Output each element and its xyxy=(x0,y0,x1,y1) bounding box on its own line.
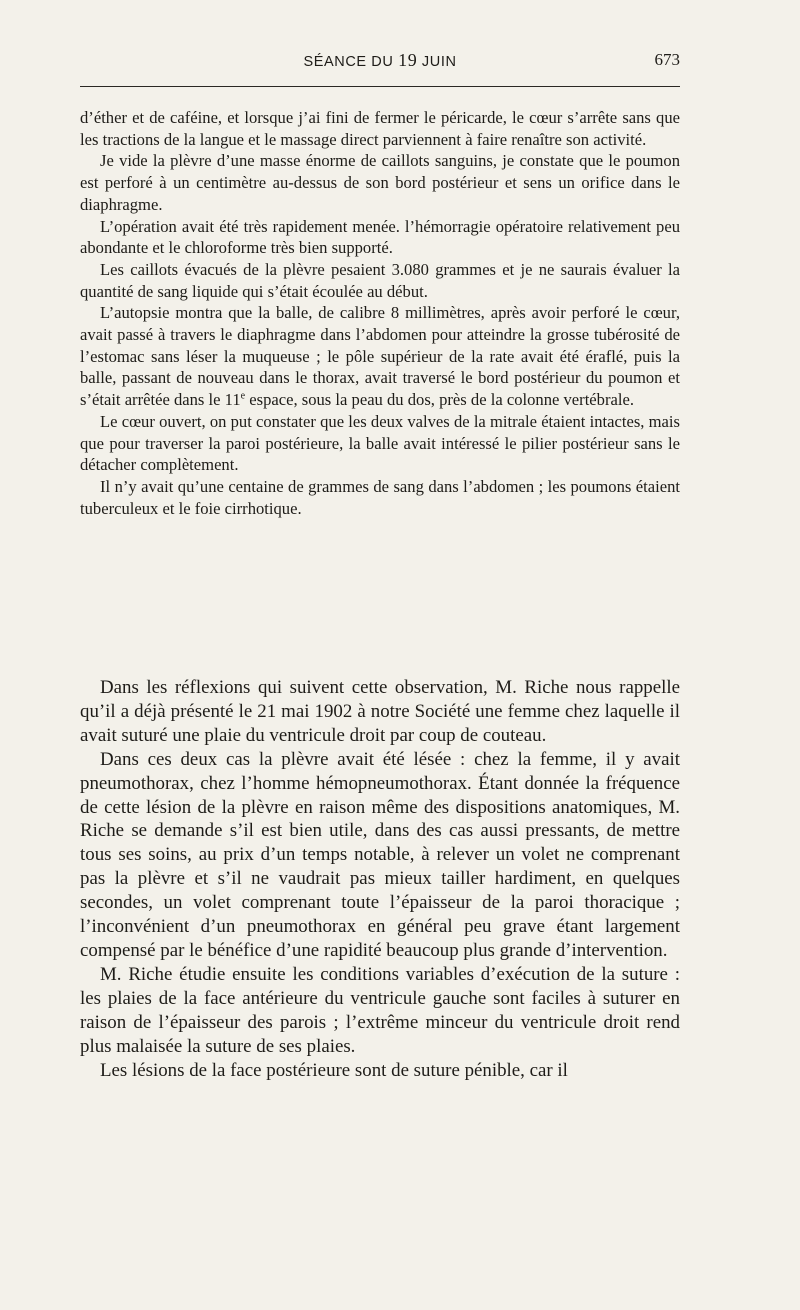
header-divider xyxy=(80,86,680,87)
observation-paragraph-1: d’éther et de caféine, et lorsque j’ai fini de fermer le péricarde, le cœur s’arrête sans que les tractions de la langue et le massage direct parviennent à faire renaître son activité. xyxy=(80,108,680,149)
observation-paragraph-2: Je vide la plèvre d’une masse énorme de caillots sanguins, je constate que le poumon est perforé à un centimètre au-dessus de son bord postérieur et sens un orifice dans le diaphragme. xyxy=(80,151,680,214)
observation-paragraph-4: Les caillots évacués de la plèvre pesaient 3.080 grammes et je ne saurais évaluer la quantité de sang liquide qui s’était écoulée au début. xyxy=(80,259,680,301)
discussion-paragraph-2: Dans ces deux cas la plèvre avait été lésée : chez la femme, il y avait pneumothorax, chez l’homme hémopneumothorax. Étant donnée la fréquence de cette lésion de la plèvre en raison même des dispositions anatomiques, M. Riche se demande s’il est bien utile, dans des cas aussi pressants, de mettre tous ses soins, au prix d’un temps notable, à relever un volet ne comprenant pas la plèvre et s’il ne vaudrait pas mieux tailler hardiment, en quelques secondes, un volet comprenant toute l’épaisseur de la paroi thoracique ; l’inconvénient d’un pneumothorax en général peu grave étant largement compensé par le bénéfice d’une rapidité beaucoup plus grande d’intervention. xyxy=(80,748,680,961)
observation-paragraph-5-text: L’autopsie montra que la balle, de calibre 8 millimètres, après avoir perforé le cœur, avait passé à travers le diaphragme dans l’abdomen pour atteindre la grosse tubérosité de l’estomac sans léser la muqueuse ; le pôle supérieur de la rate avait été éraflé, puis la balle, passant de nouveau dans le thorax, avait traversé le bord postérieur du poumon et s’était arrêtée dans le xyxy=(80,303,680,410)
observation-paragraph-5 xyxy=(80,302,680,411)
discussion-paragraph-4: Les lésions de la face postérieure sont de suture pénible, car il xyxy=(100,1059,568,1081)
intercostal-ordinal: 11 xyxy=(224,390,241,410)
observation-paragraph-5-tail: espace, sous la peau du dos, près de la colonne vertébrale. xyxy=(245,390,634,410)
observation-paragraph-6: Le cœur ouvert, on put constater que les deux valves de la mitrale étaient intactes, mais que pour traverser la paroi postérieure, la balle avait intéressé le pilier postérieur sans le détacher complètement. xyxy=(80,411,680,475)
running-header xyxy=(80,50,680,74)
header-title xyxy=(80,50,680,71)
page-number: 673 xyxy=(654,50,680,69)
ordinal-suffix: e xyxy=(240,390,246,402)
header-title-prefix: SÉANCE DU xyxy=(303,54,399,70)
discussion-paragraph-3: M. Riche étudie ensuite les conditions variables d’exécution de la suture : les plaies de la face antérieure du ventricule gauche sont faciles à suturer en raison de l’épaisseur des parois ; l’extrême minceur du ventricule droit rend plus malaisée la suture de ses plaies. xyxy=(80,963,680,1057)
observation-paragraph-7: Il n’y avait qu’une centaine de grammes de sang dans l’abdomen ; les poumons étaient tuberculeux et le foie cirrhotique. xyxy=(80,476,680,518)
header-day: 19 xyxy=(398,50,418,70)
discussion-paragraph-1: Dans les réflexions qui suivent cette observation, M. Riche nous rappelle qu’il a déjà présenté le 21 mai 1902 à notre Société une femme chez laquelle il avait suturé une plaie du ventricule droit par coup de couteau. xyxy=(80,677,680,746)
discussion-text xyxy=(80,676,680,1082)
observation-paragraph-3: L’opération avait été très rapidement menée. l’hémorragie opératoire relativement peu abondante et le chloroforme très bien supporté. xyxy=(80,216,680,258)
observation-text xyxy=(80,107,680,519)
header-title-suffix: JUIN xyxy=(417,54,457,70)
